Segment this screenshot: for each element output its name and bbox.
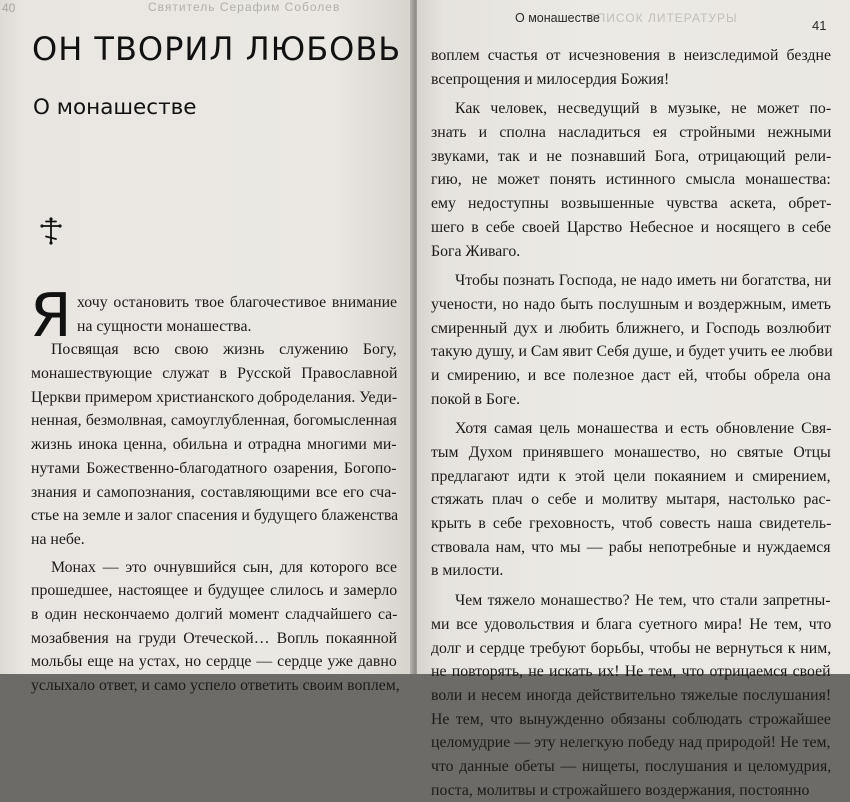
text-line: стье на земле и залог спасения и будущего блаженства <box>31 507 399 525</box>
text-line: в один нескончаемо долгий момент сладчайшего са- <box>31 605 398 623</box>
text-line: хочу остановить твое благочестивое внимание <box>77 294 398 311</box>
left-page <box>0 0 414 694</box>
orthodox-cross-icon <box>38 217 64 245</box>
text-line: и смирению, и все полезное даст ей, чтобы обрела она <box>431 366 831 384</box>
text-line: учености, но надо быть послушным и воздержным, иметь <box>431 295 831 313</box>
text-line: ему недоступны возвышенные чувства аскета, обрет- <box>431 195 832 213</box>
text-line: что данные обеты — нищеты, послушания и целомудрия, <box>431 757 832 775</box>
text-line: предлагают идти к этой цели покаянием и смирением, <box>431 467 831 485</box>
text-line: жизнь инока ценна, обильна и отрадна многими ми- <box>31 436 397 454</box>
left-page-number: 40 <box>2 1 16 15</box>
text-line: поста, молитвы и строжайшего воздержания, постоянно <box>431 781 810 799</box>
text-line: шего в себе своей Царство Небесное и носящего в себе <box>431 218 831 236</box>
text-line: Хотя самая цель монашества и есть обновление Свя- <box>455 420 832 438</box>
right-page-number: 41 <box>812 18 827 33</box>
text-line: Бога Живаго. <box>431 242 521 260</box>
text-line: всепрощения и милосердия Божия! <box>431 70 670 88</box>
text-line: звуками, так и не познавший Бога, отрицающий рели- <box>431 147 832 165</box>
text-line: покой в Боге. <box>431 390 521 408</box>
text-line: в милости. <box>431 562 504 580</box>
text-line: Чем тяжело монашество? Не тем, что стали запретны- <box>455 592 831 610</box>
text-line: ненная, безмолвная, самоуглубленная, богомысленная <box>31 412 397 430</box>
text-line: мольбы еще на устах, но сердце — сердце уже давно <box>31 653 397 671</box>
text-line: мозабвения на груди Отеческой… Вопль покаянной <box>31 629 398 647</box>
left-page-body <box>31 291 400 698</box>
text-line: знания и самопознания, составляющими все его сча- <box>31 483 397 501</box>
text-line: ствовала нам, что мы — рабы непотребные и нуждаемся <box>431 538 831 556</box>
text-line: воли и несем иногда действительно тяжелые послушания! <box>431 686 832 704</box>
right-faint-header: СПИСОК ЛИТЕРАТУРЫ <box>587 11 738 25</box>
text-line: на небе. <box>31 530 85 548</box>
text-line: Не тем, что вынужденно обязаны соблюдать строжайшее <box>431 710 831 728</box>
right-running-header: О монашестве <box>515 11 601 25</box>
text-line: на сущности монашества. <box>77 317 252 335</box>
section-title: О монашестве <box>33 95 197 120</box>
text-line: не повторять, не искать их! Не тем, что отрицаемся своей <box>431 663 831 681</box>
text-line: услыхало ответ, и само успело ответить своим воплем, <box>31 677 400 694</box>
chapter-title: ОН ТВОРИЛ ЛЮБОВЬ <box>32 30 402 68</box>
text-line: смиренный дух и любить ближнего, и Господь возлюбит <box>431 319 832 337</box>
text-line: Чтобы познать Господа, не надо иметь ни богатства, ни <box>455 272 832 290</box>
text-line: крыть в себе греховность, чтоб совесть наша свидетель- <box>431 515 832 533</box>
text-line: Как человек, несведущий в музыке, не может по- <box>455 100 832 118</box>
left-running-header: Святитель Серафим Соболев <box>148 0 341 14</box>
text-line: долг и сердце требуют борьбы, чтобы не вернуться к ним, <box>431 639 832 657</box>
text-line: монашествующие служат в Русской Православной <box>31 365 398 383</box>
text-line: гию, не может понять истинного смысла монашества: <box>431 171 831 189</box>
text-line: нутами Божественно-благодатного озарения, Богопо- <box>31 459 397 477</box>
text-line: стяжать плач о себе и молитву мытаря, настолько рас- <box>431 491 831 509</box>
text-line: целомудрие — эту нелегкую победу над природой! Не тем, <box>431 734 831 752</box>
text-line: Церкви примером христианского доброделания. Уеди- <box>31 388 398 406</box>
text-line: такую душу, и Сам явит Себя душе, и будет учить ее любви <box>431 343 833 361</box>
text-line: знать и сполна насладиться ея стройными нежными <box>431 124 832 142</box>
text-line: воплем счастья от исчезновения в неизследимой бездне <box>431 47 832 64</box>
text-line: прошедшее, настоящее и будущее слилось и замерло <box>31 582 398 600</box>
text-line: ми все удовольствия и блага суетного мира! Не тем, что <box>431 615 832 633</box>
text-line: тым Духом принявшего монашество, но святые Отцы <box>431 444 831 461</box>
text-line: Монах — это очнувшийся сын, для которого все <box>51 558 398 576</box>
right-page <box>417 0 850 799</box>
right-page-body <box>431 44 831 802</box>
text-line: Посвящая всю свою жизнь служению Богу, <box>51 341 397 359</box>
drop-cap: Я <box>30 281 72 351</box>
